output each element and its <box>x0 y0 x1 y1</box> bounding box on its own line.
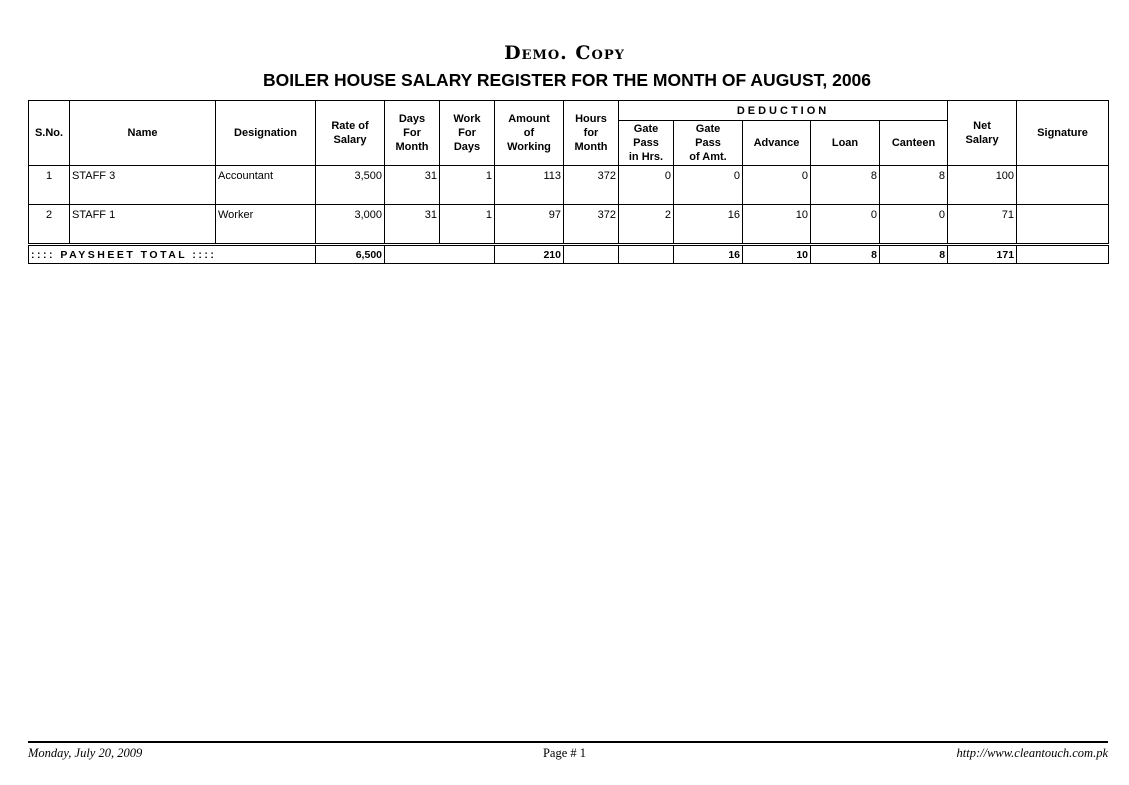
cell-name: STAFF 3 <box>70 166 216 205</box>
total-net-salary: 171 <box>948 246 1017 264</box>
cell-rate: 3,000 <box>316 205 385 244</box>
col-header-gate-pass-hrs: Gate Pass in Hrs. <box>619 121 674 166</box>
col-header-hours-for-month: Hours for Month <box>564 101 619 166</box>
col-header-amount-of-working: Amount of Working <box>495 101 564 166</box>
total-empty-hours <box>564 246 619 264</box>
paysheet-total-row <box>29 246 1109 264</box>
report-title: BOILER HOUSE SALARY REGISTER FOR THE MONTH OF AUGUST, 2006 <box>262 70 872 90</box>
demo-copy-label: Demo. Copy <box>504 42 625 64</box>
cell-net-salary: 71 <box>948 205 1017 244</box>
footer-date: Monday, July 20, 2009 <box>28 746 143 760</box>
cell-gate-pass-hrs: 0 <box>619 166 674 205</box>
cell-hours: 372 <box>564 166 619 205</box>
cell-signature <box>1017 166 1109 205</box>
col-header-sno: S.No. <box>29 101 70 166</box>
cell-canteen: 8 <box>880 166 948 205</box>
total-empty-signature <box>1017 246 1109 264</box>
col-header-canteen: Canteen <box>880 121 948 166</box>
footer-rule <box>28 741 1108 743</box>
total-empty-gate-pass-hrs <box>619 246 674 264</box>
cell-net-salary: 100 <box>948 166 1017 205</box>
total-empty-days <box>385 246 495 264</box>
cell-name: STAFF 1 <box>70 205 216 244</box>
col-header-days-for-month: Days For Month <box>385 101 440 166</box>
cell-work-days: 1 <box>440 166 495 205</box>
cell-gate-pass-amt: 16 <box>674 205 743 244</box>
footer-url: http://www.cleantouch.com.pk <box>956 746 1108 760</box>
cell-designation: Worker <box>216 205 316 244</box>
table-row <box>29 166 1109 205</box>
cell-days: 31 <box>385 166 440 205</box>
cell-sno: 1 <box>29 166 70 205</box>
footer-page-number: Page # 1 <box>542 746 587 760</box>
salary-register-table <box>28 100 1109 264</box>
table-row <box>29 205 1109 244</box>
col-header-loan: Loan <box>811 121 880 166</box>
total-canteen: 8 <box>880 246 948 264</box>
cell-designation: Accountant <box>216 166 316 205</box>
cell-advance: 0 <box>743 166 811 205</box>
total-gate-pass-amt: 16 <box>674 246 743 264</box>
cell-loan: 8 <box>811 166 880 205</box>
col-header-advance: Advance <box>743 121 811 166</box>
cell-sno: 2 <box>29 205 70 244</box>
cell-canteen: 0 <box>880 205 948 244</box>
col-header-signature: Signature <box>1017 101 1109 166</box>
total-loan: 8 <box>811 246 880 264</box>
cell-amount: 113 <box>495 166 564 205</box>
cell-advance: 10 <box>743 205 811 244</box>
cell-hours: 372 <box>564 205 619 244</box>
cell-signature <box>1017 205 1109 244</box>
cell-work-days: 1 <box>440 205 495 244</box>
cell-days: 31 <box>385 205 440 244</box>
total-amount: 210 <box>495 246 564 264</box>
total-rate: 6,500 <box>316 246 385 264</box>
col-header-gate-pass-amt: Gate Pass of Amt. <box>674 121 743 166</box>
cell-gate-pass-hrs: 2 <box>619 205 674 244</box>
cell-gate-pass-amt: 0 <box>674 166 743 205</box>
col-header-name: Name <box>70 101 216 166</box>
col-header-designation: Designation <box>216 101 316 166</box>
col-header-net-salary: Net Salary <box>948 101 1017 166</box>
col-header-work-for-days: Work For Days <box>440 101 495 166</box>
col-header-rate-of-salary: Rate of Salary <box>316 101 385 166</box>
cell-amount: 97 <box>495 205 564 244</box>
total-advance: 10 <box>743 246 811 264</box>
col-group-deduction: DEDUCTION <box>619 101 948 121</box>
total-label: :::: PAYSHEET TOTAL :::: <box>29 246 316 264</box>
cell-rate: 3,500 <box>316 166 385 205</box>
cell-loan: 0 <box>811 205 880 244</box>
